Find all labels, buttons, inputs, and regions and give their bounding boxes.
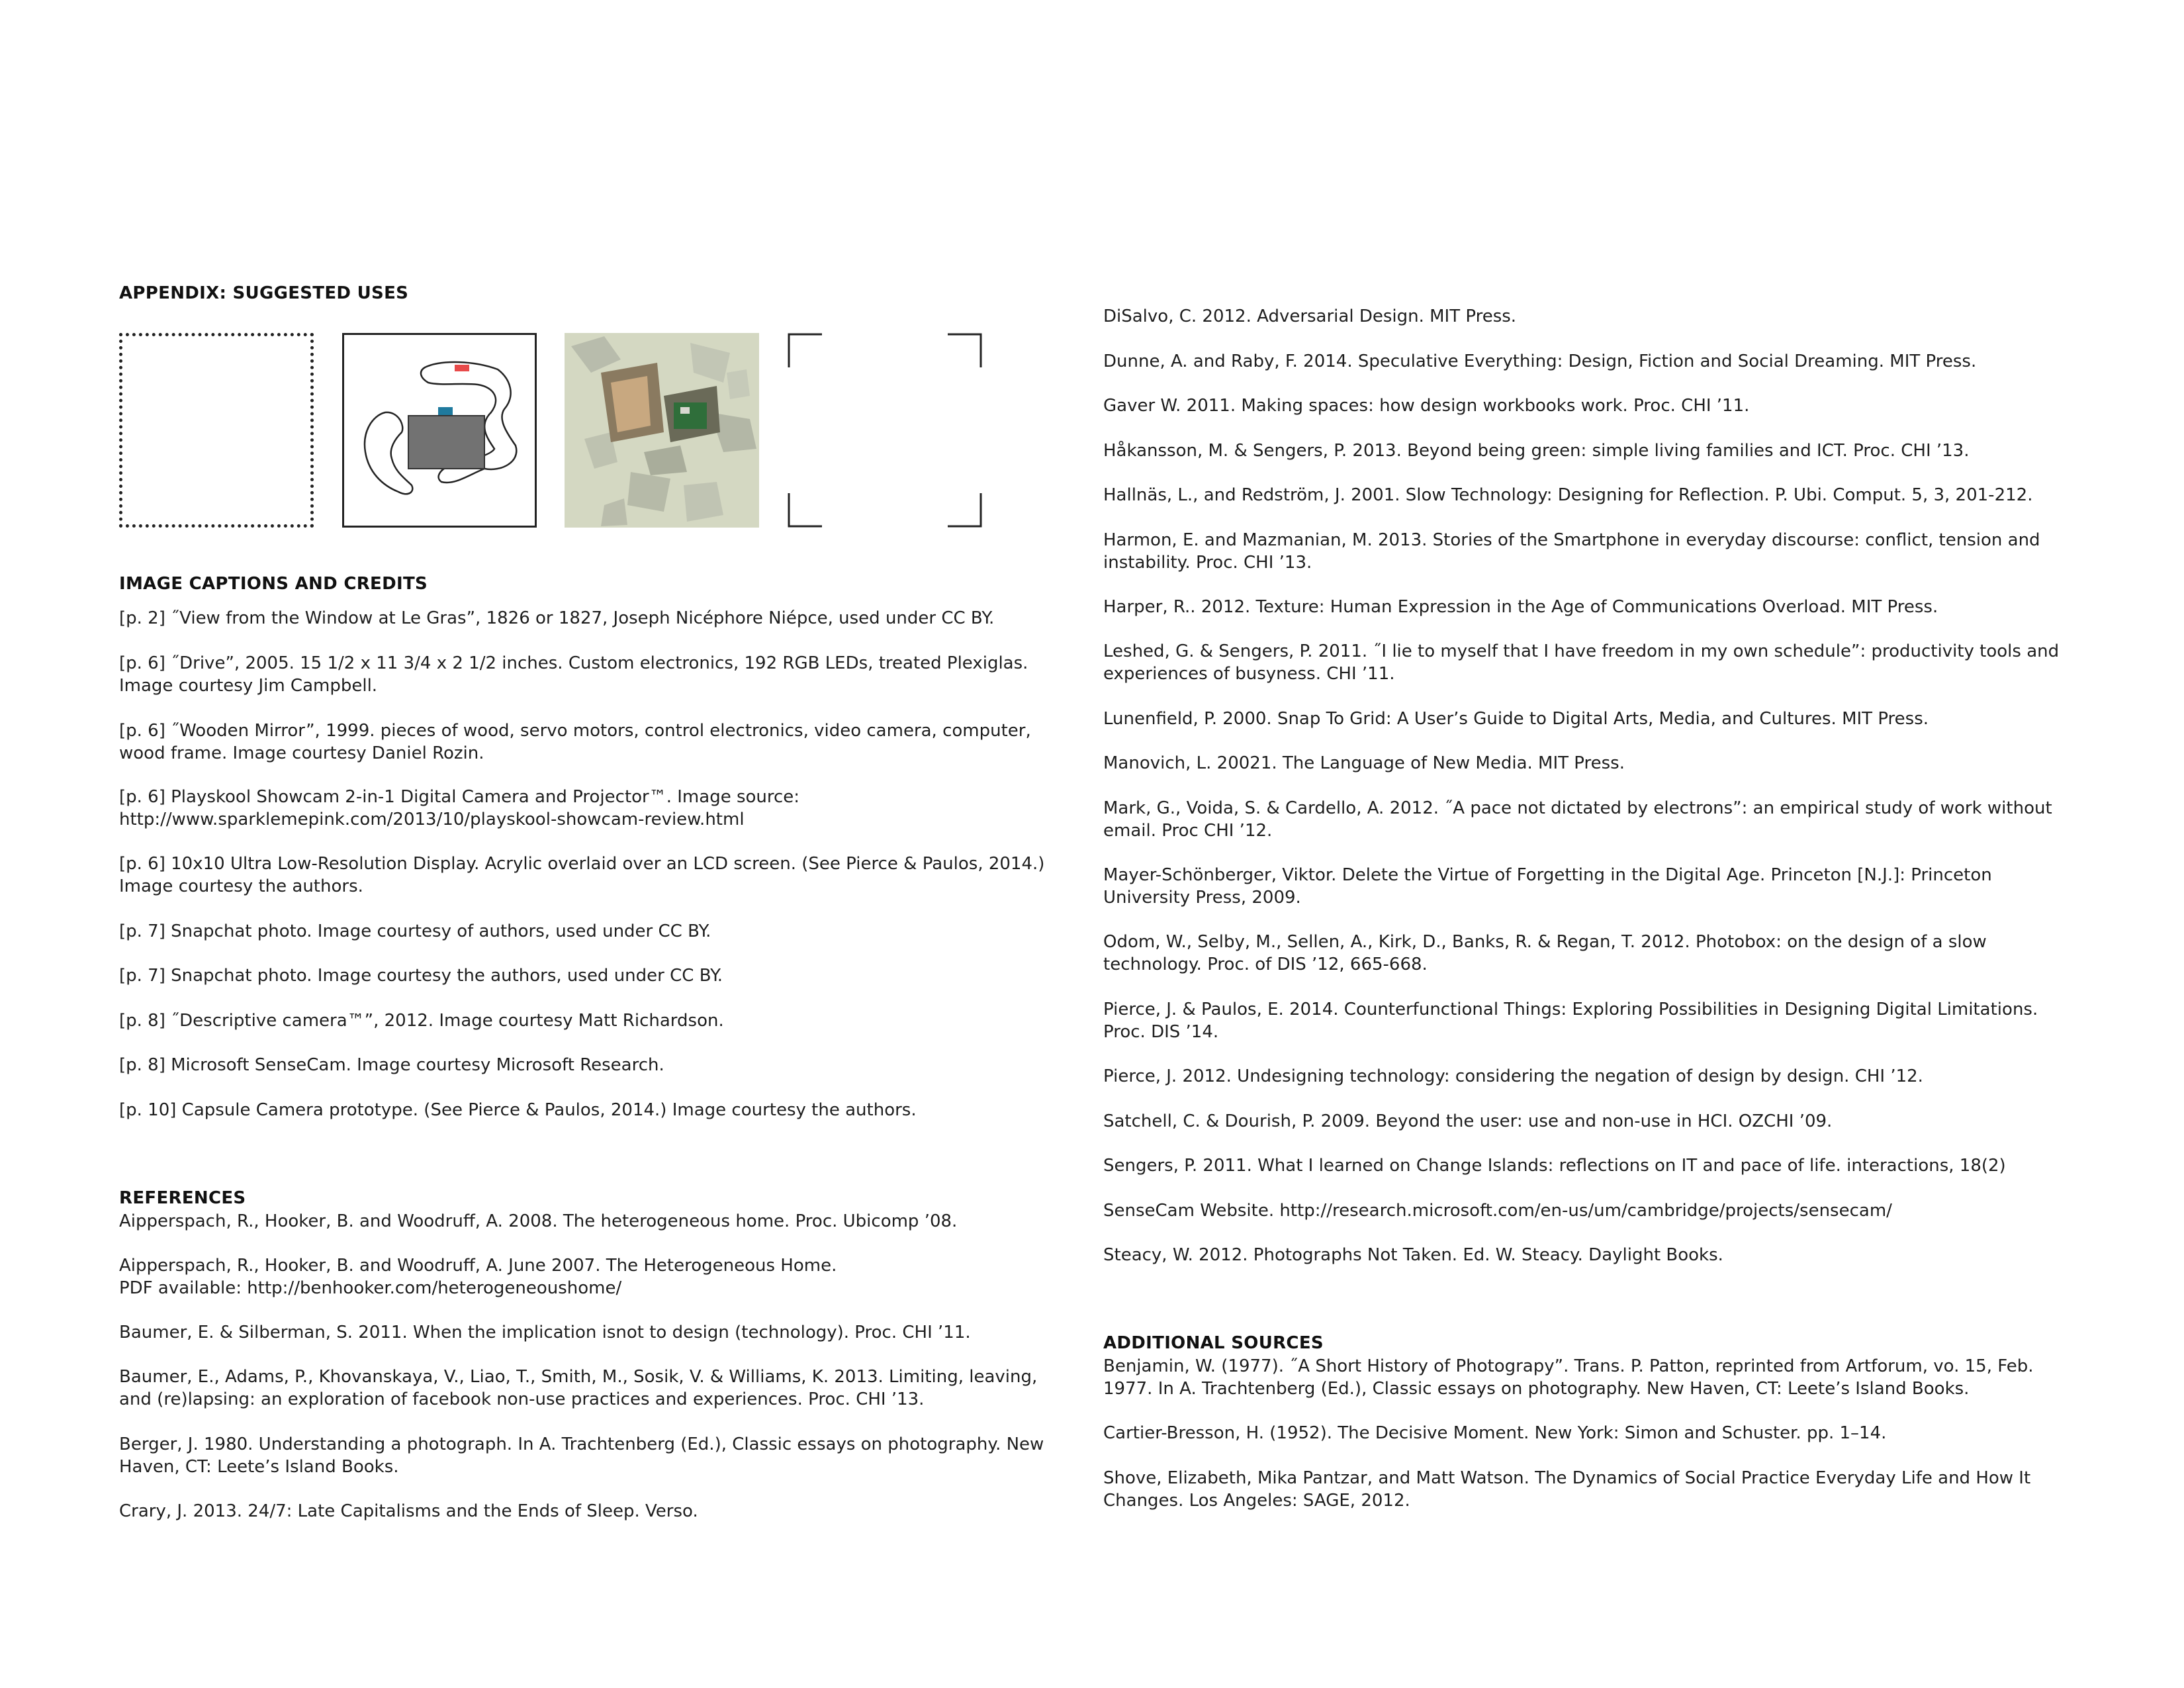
caption-item: [p. 10] Capsule Camera prototype. (See Pierce & Paulos, 2014.) Image courtesy the authors. bbox=[119, 1100, 917, 1120]
dotted-frame-icon bbox=[119, 333, 314, 528]
references-heading: REFERENCES bbox=[119, 1188, 246, 1208]
additional-sources-heading: ADDITIONAL SOURCES bbox=[1103, 1333, 1324, 1353]
caption-item: [p. 6] 10x10 Ultra Low-Resolution Display. Acrylic overlaid over an LCD screen. (See Pierce & Paulos, 2014.) Image courtesy the authors. bbox=[119, 854, 1045, 896]
reference-item: Satchell, C. & Dourish, P. 2009. Beyond the user: use and non-use in HCI. OZCHI ’09. bbox=[1103, 1111, 1833, 1131]
reference-item: DiSalvo, C. 2012. Adversarial Design. MIT Press. bbox=[1103, 306, 1517, 326]
reference-item: Lunenfield, P. 2000. Snap To Grid: A User’s Guide to Digital Arts, Media, and Cultures. MIT Press. bbox=[1103, 709, 1929, 729]
caption-item: [p. 6] Playskool Showcam 2-in-1 Digital Camera and Projector™. Image source: http://www.sparklemepink.com/2013/10/playskool-showcam-review.html bbox=[119, 787, 800, 829]
reference-item: Aipperspach, R., Hooker, B. and Woodruff, A. 2008. The heterogeneous home. Proc. Ubicomp ’08. bbox=[119, 1211, 958, 1231]
additional-source-item: Shove, Elizabeth, Mika Pantzar, and Matt Watson. The Dynamics of Social Practice Everyday Life and How It Changes. Los Angeles: SAGE, 2012. bbox=[1103, 1468, 2031, 1511]
caption-item: [p. 2] ˝View from the Window at Le Gras”, 1826 or 1827, Joseph Nicéphore Niépce, used under CC BY. bbox=[119, 608, 995, 628]
corner-frame-icon bbox=[788, 333, 982, 528]
suggested-uses-thumbnails bbox=[119, 333, 993, 529]
reference-item: Baumer, E. & Silberman, S. 2011. When the implication isnot to design (technology). Proc. CHI ’11. bbox=[119, 1323, 971, 1342]
reference-item: Baumer, E., Adams, P., Khovanskaya, V., Liao, T., Smith, M., Sosik, V. & Williams, K. 2013. Limiting, leaving, and (re)lapsing: an exploration of facebook non-use practices and experiences. Proc. CHI ’13. bbox=[119, 1367, 1038, 1409]
caption-item: [p. 6] ˝Drive”, 2005. 15 1/2 x 11 3/4 x 2 1/2 inches. Custom electronics, 192 RGB LEDs, treated Plexiglas. Image courtesy Jim Campbell. bbox=[119, 653, 1028, 696]
reference-item: Odom, W., Selby, M., Sellen, A., Kirk, D., Banks, R. & Regan, T. 2012. Photobox: on the design of a slow technology. Proc. of DIS ’12, 665-668. bbox=[1103, 932, 1987, 974]
caption-item: [p. 7] Snapchat photo. Image courtesy the authors, used under CC BY. bbox=[119, 966, 723, 986]
broken-camera-photo bbox=[565, 333, 759, 528]
sketch-drawing-icon bbox=[342, 333, 537, 528]
caption-item: [p. 6] ˝Wooden Mirror”, 1999. pieces of wood, servo motors, control electronics, video camera, computer, wood frame. Image courtesy Daniel Rozin. bbox=[119, 721, 1031, 763]
reference-item: Berger, J. 1980. Understanding a photograph. In A. Trachtenberg (Ed.), Classic essays on photography. New Haven, CT: Leete’s Island Books. bbox=[119, 1434, 1044, 1477]
reference-item: SenseCam Website. http://research.microsoft.com/en-us/um/cambridge/projects/sensecam/ bbox=[1103, 1201, 1892, 1221]
caption-item: [p. 8] ˝Descriptive camera™”, 2012. Image courtesy Matt Richardson. bbox=[119, 1011, 724, 1031]
reference-item: Pierce, J. & Paulos, E. 2014. Counterfunctional Things: Exploring Possibilities in Designing Digital Limitations. Proc. DIS ’14. bbox=[1103, 1000, 2038, 1042]
reference-item: Aipperspach, R., Hooker, B. and Woodruff, A. June 2007. The Heterogeneous Home. PDF available: http://benhooker.com/heterogeneoushome/ bbox=[119, 1256, 837, 1298]
reference-item: Crary, J. 2013. 24/7: Late Capitalisms and the Ends of Sleep. Verso. bbox=[119, 1501, 698, 1521]
additional-source-item: Cartier-Bresson, H. (1952). The Decisive Moment. New York: Simon and Schuster. pp. 1–14. bbox=[1103, 1423, 1887, 1443]
reference-item: Gaver W. 2011. Making spaces: how design workbooks work. Proc. CHI ’11. bbox=[1103, 396, 1750, 416]
reference-item: Sengers, P. 2011. What I learned on Change Islands: reflections on IT and pace of life. interactions, 18(2) bbox=[1103, 1156, 2006, 1176]
reference-item: Manovich, L. 20021. The Language of New Media. MIT Press. bbox=[1103, 753, 1625, 773]
captions-heading: IMAGE CAPTIONS AND CREDITS bbox=[119, 574, 428, 594]
caption-item: [p. 8] Microsoft SenseCam. Image courtesy Microsoft Research. bbox=[119, 1055, 664, 1075]
reference-item: Mayer-Schönberger, Viktor. Delete the Virtue of Forgetting in the Digital Age. Princeton [N.J.]: Princeton University Press, 2009. bbox=[1103, 865, 1992, 908]
reference-item: Håkansson, M. & Sengers, P. 2013. Beyond being green: simple living families and ICT. Proc. CHI ’13. bbox=[1103, 441, 1970, 461]
appendix-heading: APPENDIX: SUGGESTED USES bbox=[119, 283, 409, 303]
reference-item: Pierce, J. 2012. Undesigning technology: considering the negation of design by design. CHI ’12. bbox=[1103, 1066, 1923, 1086]
reference-item: Steacy, W. 2012. Photographs Not Taken. Ed. W. Steacy. Daylight Books. bbox=[1103, 1245, 1723, 1265]
reference-item: Leshed, G. & Sengers, P. 2011. ˝I lie to myself that I have freedom in my own schedule”: productivity tools and experiences of busyness. CHI ’11. bbox=[1103, 641, 2060, 684]
additional-source-item: Benjamin, W. (1977). ˝A Short History of Photograpy”. Trans. P. Patton, reprinted from Artforum, vo. 15, Feb. 1977. In A. Trachtenberg (Ed.), Classic essays on photography. New Haven, CT: Leete’s Island Books. bbox=[1103, 1356, 2034, 1399]
reference-item: Harper, R.. 2012. Texture: Human Expression in the Age of Communications Overload. MIT Press. bbox=[1103, 597, 1938, 617]
reference-item: Hallnäs, L., and Redström, J. 2001. Slow Technology: Designing for Reflection. P. Ubi. Comput. 5, 3, 201-212. bbox=[1103, 485, 2033, 505]
reference-item: Mark, G., Voida, S. & Cardello, A. 2012. ˝A pace not dictated by electrons”: an empirical study of work without email. Proc CHI ’12. bbox=[1103, 798, 2052, 841]
caption-item: [p. 7] Snapchat photo. Image courtesy of authors, used under CC BY. bbox=[119, 921, 711, 941]
reference-item: Harmon, E. and Mazmanian, M. 2013. Stories of the Smartphone in everyday discourse: conflict, tension and instability. Proc. CHI ’13. bbox=[1103, 530, 2040, 573]
reference-item: Dunne, A. and Raby, F. 2014. Speculative Everything: Design, Fiction and Social Dreaming. MIT Press. bbox=[1103, 352, 1977, 371]
